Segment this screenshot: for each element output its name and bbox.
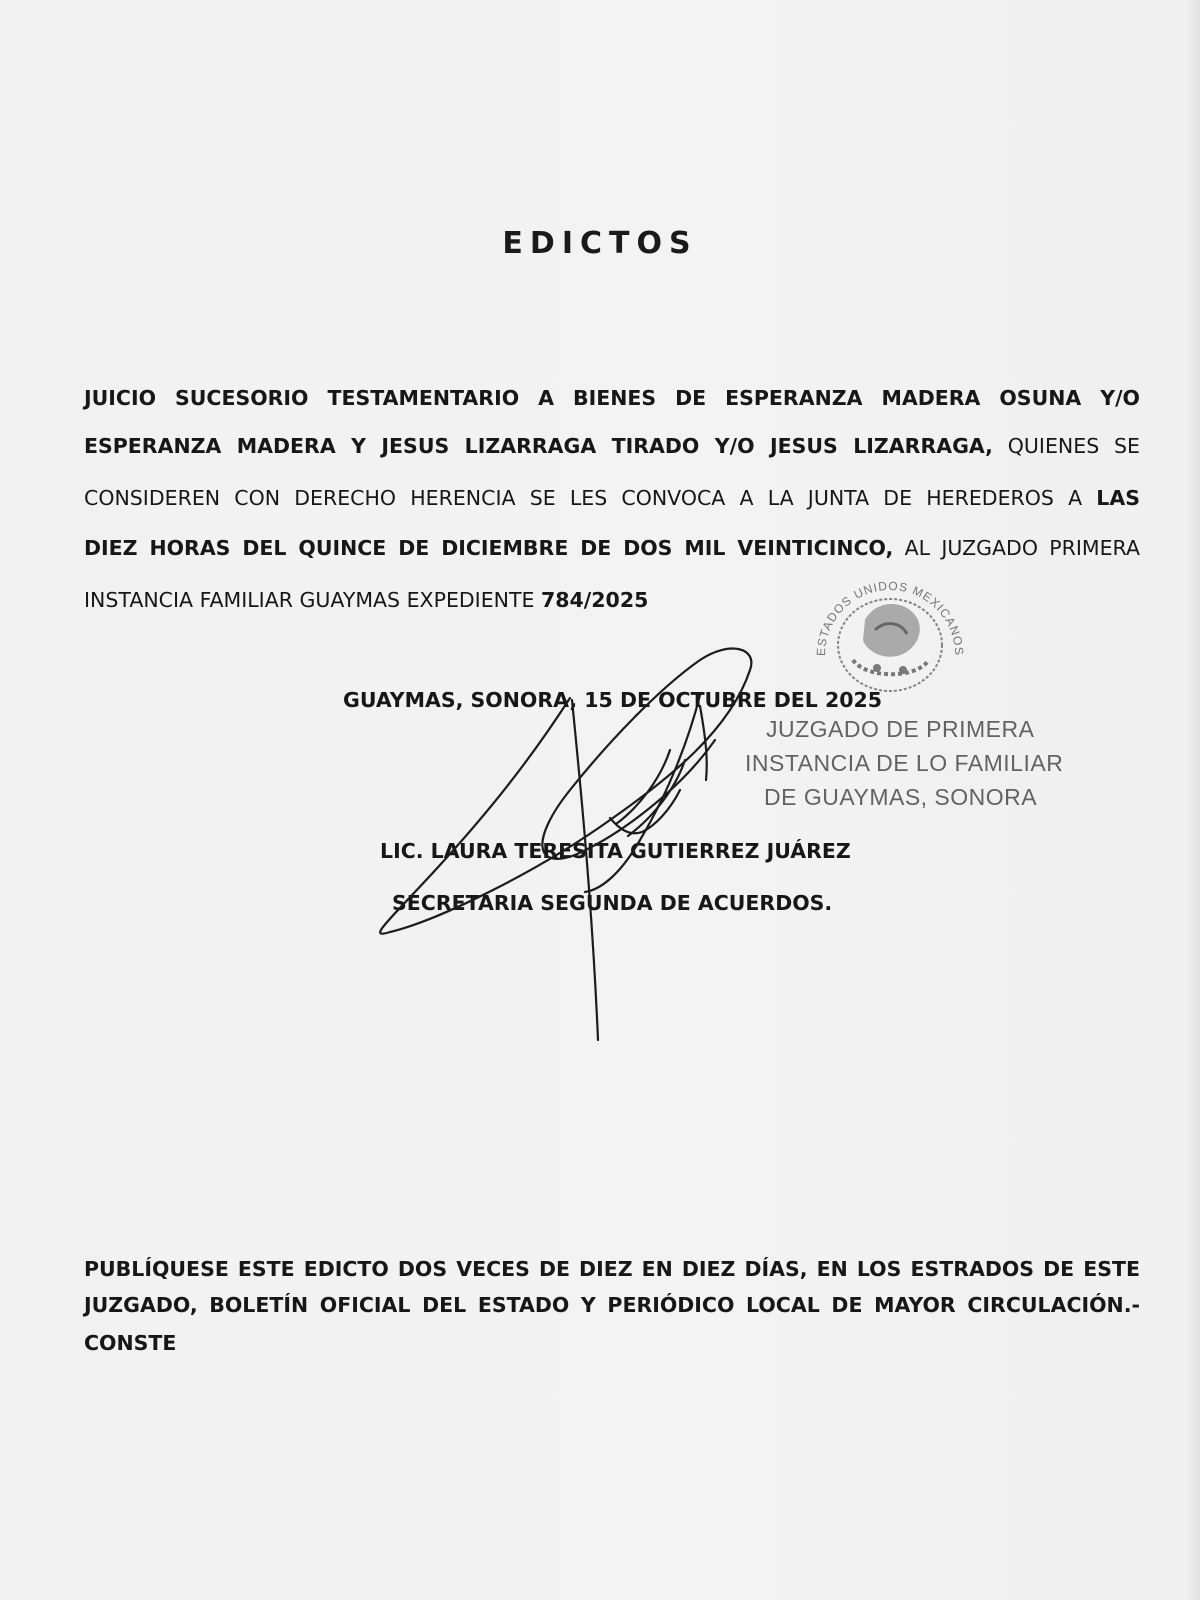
publication-line-1: PUBLÍQUESE ESTE EDICTO DOS VECES DE DIEZ EN DIEZ DÍAS, EN LOS ESTRADOS DE ESTE (84, 1257, 1140, 1281)
handwritten-signature (370, 640, 790, 1060)
stamp-line-2: INSTANCIA DE LO FAMILIAR (745, 750, 1064, 776)
publication-line-2: JUZGADO, BOLETÍN OFICIAL DEL ESTADO Y PERIÓDICO LOCAL DE MAYOR CIRCULACIÓN.- (84, 1293, 1140, 1317)
body-line-5-regular: INSTANCIA FAMILIAR GUAYMAS EXPEDIENTE (84, 588, 542, 612)
signer-name: LIC. LAURA TERESITA GUTIERREZ JUÁREZ (380, 839, 851, 863)
body-line-4-bold: DIEZ HORAS DEL QUINCE DE DICIEMBRE DE DOS MIL VEINTICINCO, (84, 536, 894, 560)
body-line-5 (84, 586, 1140, 614)
body-line-2-bold: ESPERANZA MADERA Y JESUS LIZARRAGA TIRADO Y/O JESUS LIZARRAGA, (84, 434, 993, 458)
body-line-4-regular: AL JUZGADO PRIMERA (893, 536, 1140, 560)
body-line-3-bold: LAS (1096, 486, 1140, 510)
body-line-2 (84, 432, 1140, 460)
document-title: EDICTOS (502, 226, 698, 261)
stamp-line-3: DE GUAYMAS, SONORA (764, 784, 1038, 810)
body-line-4 (84, 534, 1140, 562)
body-line-2-regular: QUIENES SE (992, 434, 1140, 458)
body-line-3 (84, 484, 1140, 512)
expediente-number: 784/2025 (541, 588, 649, 612)
place-date: GUAYMAS, SONORA, 15 DE OCTUBRE DEL 2025 (343, 688, 883, 712)
official-seal-icon (805, 560, 975, 700)
body-line-3-regular: CONSIDEREN CON DERECHO HERENCIA SE LES CONVOCA A LA JUNTA DE HEREDEROS A (84, 486, 1097, 510)
body-line-1: JUICIO SUCESORIO TESTAMENTARIO A BIENES DE ESPERANZA MADERA OSUNA Y/O (84, 386, 1140, 410)
signer-title: SECRETARIA SEGUNDA DE ACUERDOS. (392, 891, 833, 915)
seal-arc-text: ESTADOS UNIDOS MEXICANOS (813, 578, 967, 657)
publication-line-3: CONSTE (84, 1331, 177, 1355)
stamp-line-1: JUZGADO DE PRIMERA (766, 716, 1035, 742)
